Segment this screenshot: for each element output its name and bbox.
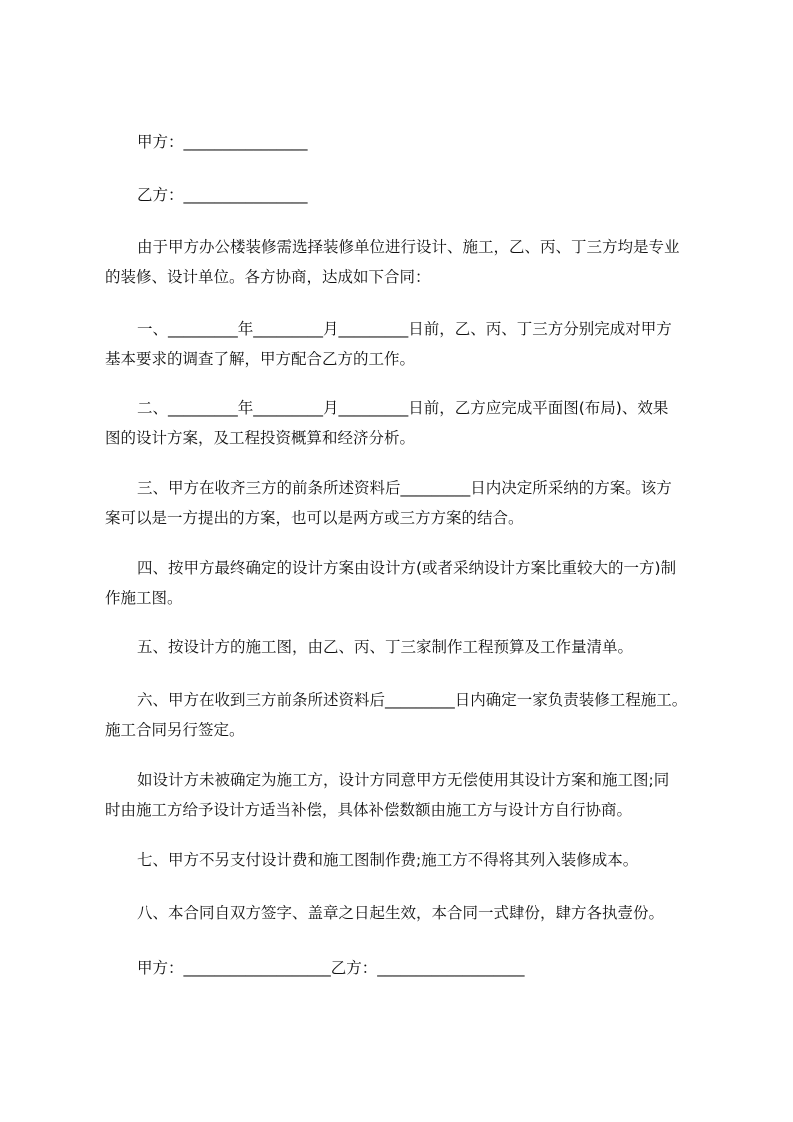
clause-1: 一、_________年_________月_________日前，乙、丙、丁三方分别完成对甲方 基本要求的调查了解，甲方配合乙方的工作。 [105,320,672,368]
party-a-line: 甲方：________________ [137,133,308,151]
clause-6-note: 如设计方未被确定为施工方，设计方同意甲方无偿使用其设计方案和施工图;同 时由施工方给予设计方适当补偿，具体补偿数额由施工方与设计方自行协商。 [105,771,670,819]
signature-line: 甲方：___________________乙方：___________________ [137,959,525,977]
clause-3: 三、甲方在收齐三方的前条所述资料后_________日内决定所采纳的方案。该方 案可以是一方提出的方案，也可以是两方或三方方案的结合。 [105,479,672,527]
clause-4: 四、按甲方最终确定的设计方案由设计方(或者采纳设计方案比重较大的一方)制 作施工图。 [105,559,677,607]
clause-8: 八、本合同自双方签字、盖章之日起生效，本合同一式肆份，肆方各执壹份。 [137,904,665,922]
clause-6: 六、甲方在收到三方前条所述资料后_________日内确定一家负责装修工程施工。 施工合同另行签定。 [105,691,688,739]
clause-5: 五、按设计方的施工图，由乙、丙、丁三家制作工程预算及工作量清单。 [137,638,634,656]
clause-2: 二、_________年_________月_________日前，乙方应完成平面图(布局)、效果 图的设计方案，及工程投资概算和经济分析。 [105,399,669,447]
clause-7: 七、甲方不另支付设计费和施工图制作费;施工方不得将其列入装修成本。 [137,851,639,869]
party-b-line: 乙方：________________ [137,186,308,204]
intro-paragraph: 由于甲方办公楼装修需选择装修单位进行设计、施工，乙、丙、丁三方均是专业 的装修、设计单位。各方协商，达成如下合同： [105,238,680,286]
